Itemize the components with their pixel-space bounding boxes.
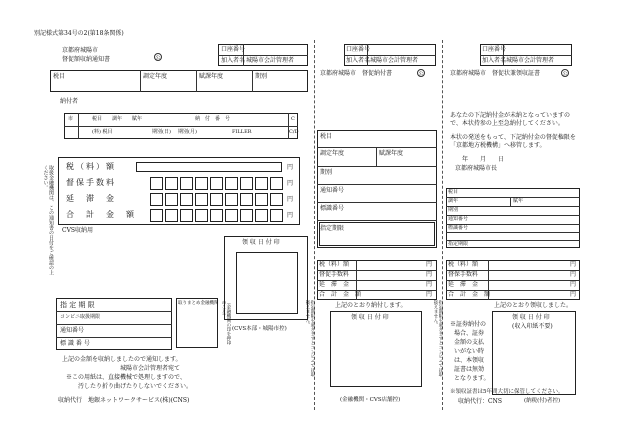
left-mark-no-label: 標 識 番 号 [60,340,90,347]
right-public-seal-icon: 公 [562,71,568,77]
right-row-6: 指定期限 [448,241,469,247]
left-receipt-foot: (CVS本部・城陽市控) [232,326,287,332]
left-notice-no-label: 通知番号 [60,327,85,334]
left-receipt-title: 領 収 日 付 印 [242,239,280,246]
left-org: 京都府城陽市 [62,47,99,54]
right-row-2: 賦年 [513,198,524,204]
left-title: 督促額収納通知書 [62,56,111,63]
amount-digit-cell [150,209,163,222]
ocr-r2-c2: 期別(月) [178,129,197,135]
mid-period-label: 期別 [320,169,333,176]
left-agent: 収納代行 地銀ネットワークサービス(株)(CNS) [58,397,190,404]
left-tax-row [50,70,308,92]
ocr-r1-c5: C [291,116,295,122]
cvs-label: CVS収納用 [62,227,94,234]
left-amount-label-0: 税（料）額 [66,162,116,171]
left-note-1: 上記の金額を収納しましたので通知します。 [62,356,182,363]
mid-received-note: 上記のとおり納付します。 [335,302,407,309]
mid-notice-no-label: 通知番号 [320,187,345,194]
left-note-2: 城陽市会計管理者宛て [120,365,181,372]
mid-public-seal-icon: 公 [418,71,424,77]
amount-digit-cell [165,177,178,190]
left-subscriber-label: 加入者名 [221,57,246,64]
left-amount-label-1: 督保手数料 [66,178,116,187]
ocr-r1-c1: 税目 [92,116,103,122]
mid-amount-label-2: 延 滞 金 [319,281,350,288]
right-amount-unit-2: 円 [570,281,577,288]
mid-amount-unit-1: 円 [426,271,433,278]
right-row-3: 期別 [448,207,459,213]
mid-amount-label-3: 合 計 金 額 [319,291,362,298]
left-amount-label-2: 延 滞 金 [66,194,116,203]
right-amount-unit-3: 円 [570,291,577,298]
right-amount-label-0: 税（料）額 [448,261,479,268]
left-amount-unit-2: 円 [287,196,294,203]
mid-amount-unit-0: 円 [426,261,433,268]
ocr-r1-c3: 賦年 [132,116,143,122]
mid-tax-year-label: 賦課年度 [379,150,404,157]
right-receipt-title: 領 収 日 付 印 [512,314,550,321]
ocr-r2-c3: FILLER [232,129,252,135]
right-amount-unit-1: 円 [570,271,577,278]
left-side-note: 取扱金融機関は、この通知書の日付をご確認の上ください。 [42,165,54,275]
caution-5: は、本領収 [454,357,485,364]
right-foot: (納税(付)者控) [524,398,561,404]
ocr-r2-c1: 期別(日) [152,129,171,135]
left-amount-unit-3: 円 [287,212,294,219]
amount-digit-cell [165,209,178,222]
amount-digit-cell [180,209,193,222]
left-amount-unit-1: 円 [287,180,294,187]
perforation-note-2: 指定期限を過ぎますとコンビニでは取扱えません。 [432,300,443,377]
left-account-label: 口座番号 [221,46,246,53]
mid-mark-no-label: 標識番号 [320,205,345,212]
mid-amount-unit-3: 円 [426,291,433,298]
mid-amount-unit-2: 円 [426,281,433,288]
mid-deadline-box [319,222,435,246]
amount-digit-cell [240,193,253,206]
mid-receipt-stamp-box [330,311,422,387]
mid-tax-category-label: 税目 [320,133,333,140]
mid-amount-label-1: 督促手数料 [319,271,350,278]
left-fiscal-year-label: 調定年度 [143,73,168,80]
amount-digit-cell [255,193,268,206]
left-tax-category-label: 税目 [53,73,66,80]
mid-fiscal-year-label: 調定年度 [320,150,345,157]
amount-digit-cell [180,177,193,190]
amount-digit-cell [150,193,163,206]
amount-digit-cell [240,209,253,222]
left-period-label: 期別 [255,73,268,80]
left-tax-year-label: 賦課年度 [199,73,224,80]
amount-digit-cell [195,177,208,190]
perforation-note-1: 指定期限を過ぎますとコンビニでは取扱えません。 [304,300,315,377]
ocr-r1-c4: 納 付 番 号 [195,116,231,122]
caution-6: 証書は無効 [454,366,485,373]
caution-7: となります。 [454,375,490,382]
amount-digit-cell [195,193,208,206]
left-cvs-deadline-label: コンビニ取扱期限 [60,314,101,320]
amount-digit-cell [255,209,268,222]
right-mayor: 京都府城陽市長 [455,165,498,172]
amount-digit-cell [225,209,238,222]
amount-digit-cell [240,177,253,190]
right-row-5: 標識番号 [448,225,469,231]
right-keep-note: ※領収証書は5年間大切に保管してください。 [450,389,564,395]
amount-digit-cell [270,177,283,190]
right-row-0: 税目 [448,189,459,195]
right-title: 京都府城陽市 督促状兼領収証書 [450,70,541,77]
amount-digit-cell [255,177,268,190]
mid-subscriber-label: 加入者名 [346,57,371,64]
right-amount-label-1: 督保手数料 [448,271,479,278]
right-body-2: 本状の発送をもって、下記納付金の督促権限を「京都地方税機構」へ移管します。 [450,134,576,149]
right-receipt-sub: (収入印紙不要) [512,323,553,330]
left-amount-field-0 [136,162,282,172]
mid-receipt-title: 領 収 日 付 印 [351,314,389,321]
right-agent: 収納代行：CNS [458,398,502,405]
right-subscriber-label: 加入者名 [482,57,507,64]
amount-digit-cell [210,177,223,190]
mid-subscriber-value: 城陽市会計管理者 [370,57,419,64]
mid-designated-label: 指定期限 [320,225,345,232]
right-amount-label-3: 合 計 金 額 [448,291,491,298]
right-received-note: 上記のとおり領収しました。 [494,302,573,309]
amount-digit-cell [195,209,208,222]
amount-digit-cell [150,177,163,190]
left-subscriber-value: 城陽市会計管理者 [246,57,295,64]
caution-3: 金額の支払 [454,339,485,346]
right-subscriber-value: 城陽市会計管理者 [506,57,555,64]
left-vertical-note: （金融機関の印を押印のこと） [220,300,231,345]
right-account-label: 口座番号 [482,46,507,53]
ocr-r1-c2: 調年 [112,116,123,122]
right-amount-unit-0: 円 [570,261,577,268]
left-note-4: 汚したり折り曲げたりしないでください。 [78,383,193,390]
left-amount-label-3: 合 計 金 額 [66,210,136,219]
ocr-r1-c0: 市 [68,116,74,122]
amount-digit-cell [225,177,238,190]
amount-digit-cell [270,209,283,222]
fin-stamp-label: 取りまとめ金融機関 [178,301,219,306]
left-stamp-inner [236,252,298,314]
right-date-line: 年 月 日 [462,156,505,163]
caution-1: ※証券納付の [450,321,487,328]
left-designated-label: 指 定 期 限 [60,301,95,309]
form-reference: 別記様式第34号の2(第18条関係) [34,30,124,37]
left-note-3: ※この用紙は、直接機械で処理しますので、 [66,374,186,381]
right-amount-label-2: 延 滞 金 [448,281,479,288]
left-payer-label: 納付者 [60,98,79,105]
amount-digit-cell [210,193,223,206]
right-body-1: あなたの下記納付金が未納となっていますので、本状持参の上至急納付してください。 [450,112,571,127]
ocr-r2-c0: (料) 税目 [92,129,113,135]
mid-amount-label-0: 税（料）額 [319,261,350,268]
left-amount-unit-0: 円 [287,164,294,171]
right-row-1: 調年 [448,198,459,204]
amount-digit-cell [180,193,193,206]
right-row-4: 通知番号 [448,216,469,222]
ocr-r2-c4: C/D [289,129,299,135]
amount-digit-cell [270,193,283,206]
caution-4: いがない時 [454,348,485,355]
amount-digit-cell [165,193,178,206]
public-seal-icon: 公 [155,55,161,61]
amount-digit-cell [225,193,238,206]
mid-account-label: 口座番号 [346,46,371,53]
mid-title: 京都府城陽市 督促納付書 [320,70,393,77]
amount-digit-cell [210,209,223,222]
caution-2: 場合、証券 [454,330,485,337]
mid-foot: (金融機関・CVS店舗控) [340,397,401,403]
